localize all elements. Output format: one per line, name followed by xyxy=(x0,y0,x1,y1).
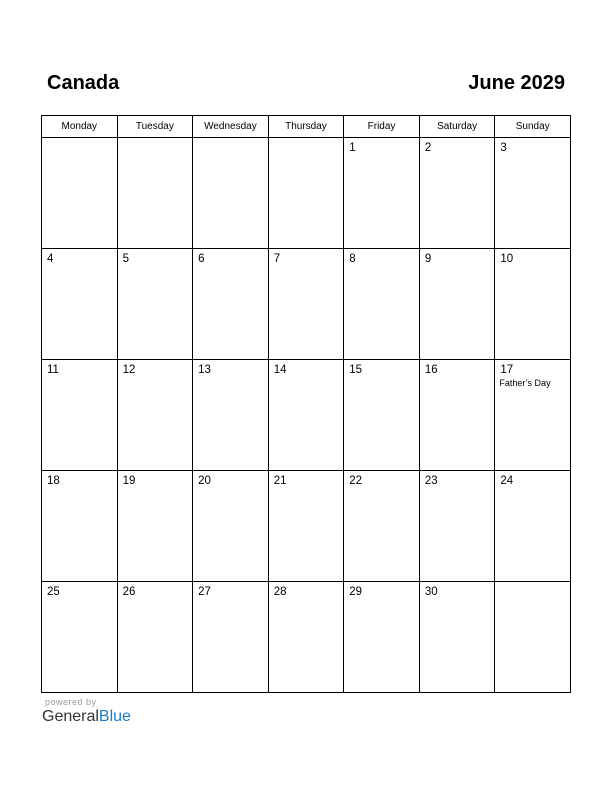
day-cell xyxy=(344,249,420,360)
day-cell xyxy=(268,360,344,471)
day-number: 17 xyxy=(500,364,514,376)
weekday-header-friday: Friday xyxy=(344,116,420,138)
day-number: 29 xyxy=(349,586,363,598)
day-number: 18 xyxy=(47,475,60,487)
day-number: 27 xyxy=(198,586,211,598)
day-cell xyxy=(419,249,495,360)
day-cell xyxy=(42,138,118,249)
day-number xyxy=(193,138,268,142)
day-cell xyxy=(42,471,118,582)
day-number: 2 xyxy=(424,142,432,154)
day-cell xyxy=(419,138,495,249)
day-cell xyxy=(268,471,344,582)
day-cell xyxy=(495,582,571,693)
day-number: 24 xyxy=(500,475,514,487)
day-cell xyxy=(495,138,571,249)
day-cell xyxy=(117,138,193,249)
day-cell xyxy=(344,138,420,249)
day-cell xyxy=(193,138,269,249)
day-number xyxy=(495,582,570,586)
day-number: 10 xyxy=(500,253,514,265)
day-number: 30 xyxy=(424,586,438,598)
day-number: 7 xyxy=(273,253,281,265)
week-row xyxy=(42,138,571,249)
day-cell xyxy=(344,471,420,582)
day-number: 9 xyxy=(424,253,432,265)
day-number: 1 xyxy=(349,142,356,154)
day-cell xyxy=(42,249,118,360)
day-number: 23 xyxy=(424,475,438,487)
day-cell xyxy=(419,582,495,693)
calendar-grid xyxy=(41,115,571,693)
day-number: 16 xyxy=(424,364,438,376)
day-number xyxy=(269,138,344,142)
day-cell xyxy=(117,360,193,471)
weekday-header-monday: Monday xyxy=(42,116,118,138)
week-row xyxy=(42,249,571,360)
weekday-header-sunday: Sunday xyxy=(495,116,571,138)
week-row xyxy=(42,360,571,471)
day-cell xyxy=(419,471,495,582)
day-cell xyxy=(268,582,344,693)
generalblue-logo[interactable] xyxy=(42,708,131,726)
day-number: 20 xyxy=(198,475,211,487)
day-number: 12 xyxy=(122,364,136,376)
day-number: 4 xyxy=(47,253,54,265)
weekday-header-row xyxy=(42,116,571,138)
day-cell xyxy=(42,360,118,471)
week-row xyxy=(42,471,571,582)
day-cell xyxy=(193,471,269,582)
day-number: 8 xyxy=(349,253,356,265)
weekday-header-thursday: Thursday xyxy=(268,116,344,138)
day-number xyxy=(118,138,193,142)
country-title: Canada xyxy=(47,72,120,94)
day-cell xyxy=(344,360,420,471)
weekday-header-wednesday: Wednesday xyxy=(193,116,269,138)
day-number: 28 xyxy=(273,586,287,598)
day-cell xyxy=(268,138,344,249)
day-cell xyxy=(42,582,118,693)
day-cell xyxy=(193,360,269,471)
day-number: 19 xyxy=(122,475,136,487)
day-number: 15 xyxy=(349,364,363,376)
day-cell xyxy=(495,360,571,471)
day-cell xyxy=(495,471,571,582)
day-cell xyxy=(495,249,571,360)
weekday-header-saturday: Saturday xyxy=(419,116,495,138)
day-cell xyxy=(117,471,193,582)
day-cell xyxy=(419,360,495,471)
month-year-title: June 2029 xyxy=(468,72,565,94)
day-number: 3 xyxy=(500,142,507,154)
brand-general-text: General xyxy=(42,708,99,725)
day-number: 14 xyxy=(273,364,287,376)
weekday-header-tuesday: Tuesday xyxy=(117,116,193,138)
day-cell xyxy=(193,582,269,693)
holiday-label: Father’s Day xyxy=(499,378,551,388)
day-cell xyxy=(117,582,193,693)
day-number: 26 xyxy=(122,586,136,598)
day-number: 13 xyxy=(198,364,211,376)
day-cell xyxy=(344,582,420,693)
day-number: 6 xyxy=(198,253,205,265)
day-cell xyxy=(193,249,269,360)
week-row xyxy=(42,582,571,693)
day-number: 22 xyxy=(349,475,363,487)
powered-by-label: powered by xyxy=(45,697,97,707)
day-number xyxy=(42,138,117,142)
day-number: 11 xyxy=(47,364,59,376)
day-cell xyxy=(268,249,344,360)
day-cell xyxy=(117,249,193,360)
day-number: 25 xyxy=(47,586,60,598)
day-number: 5 xyxy=(122,253,129,265)
brand-blue-text: Blue xyxy=(98,708,131,725)
day-number: 21 xyxy=(273,475,287,487)
